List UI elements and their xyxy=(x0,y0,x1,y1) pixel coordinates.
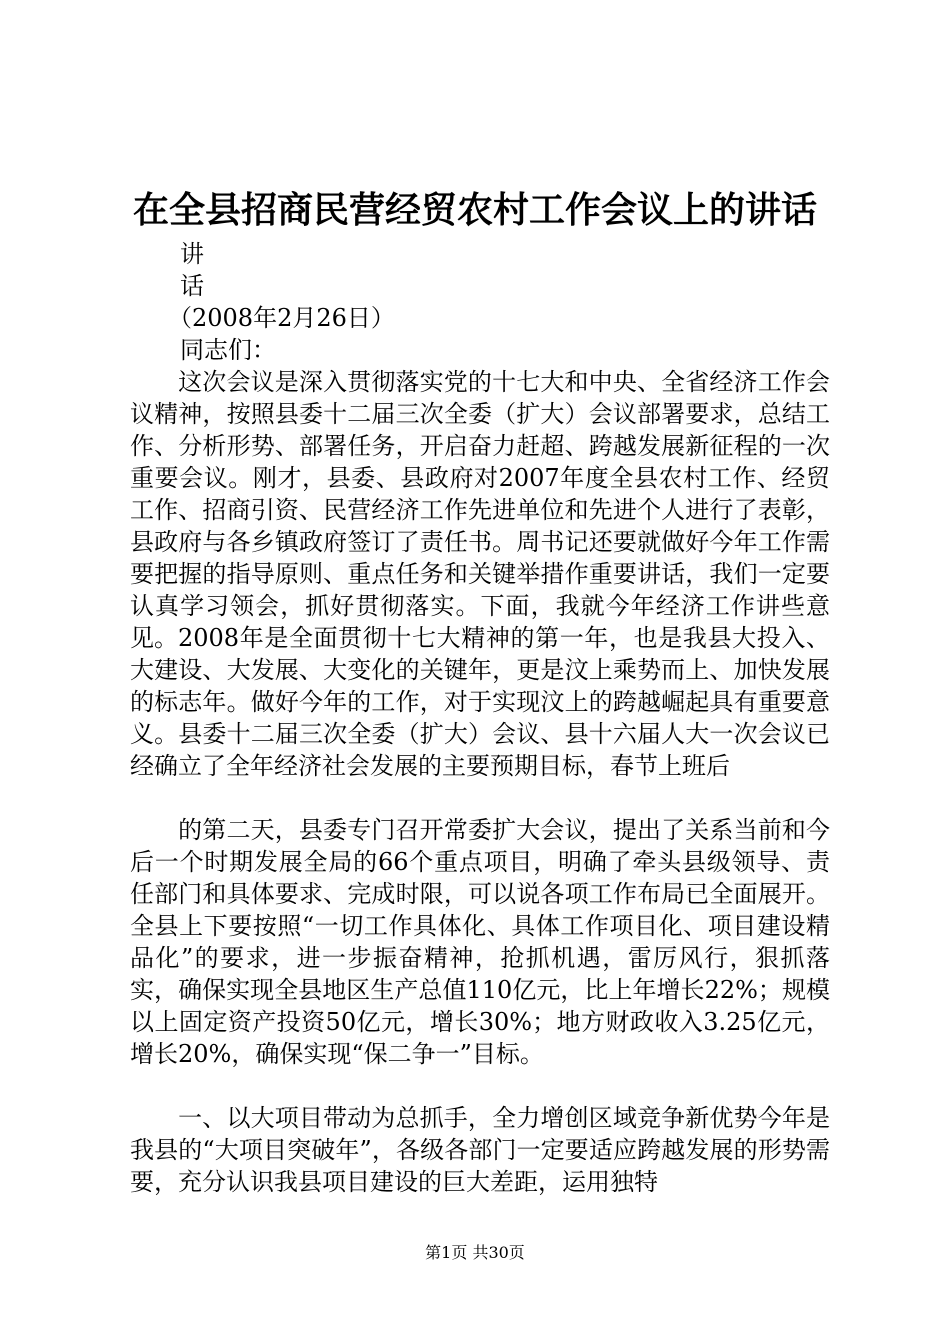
paragraph-3 xyxy=(130,814,830,1070)
salutation: 同志们： xyxy=(180,336,276,364)
paragraph-2 xyxy=(130,622,830,782)
document-title: 在全县招商民营经贸农村工作会议上的讲话 xyxy=(132,189,817,231)
heading-char-2: 话 xyxy=(180,272,204,300)
page-footer: 第1页 共30页 xyxy=(425,1243,525,1262)
paragraph-4 xyxy=(130,1102,830,1198)
paragraph-3-text: 的第二天，县委专门召开常委扩大会议，提出了关系当前和今后一个时期发展全局的66个重点项目，明确了牵头县级领导、责任部门和具体要求、完成时限，可以说各项工作布局已全面展开。全县上下要按照“一切工作具体化、具体工作项目化、项目建设精品化”的要求，进一步振奋精神，抢抓机遇，雷厉风行，狠抓落实，确保实现全县地区生产总值110亿元，比上年增长22%；规模以上固定资产投资50亿元，增长30%；地方财政收入3.25亿元，增长20%，确保实现“保二争一”目标。 xyxy=(130,816,830,1068)
speech-date: （2008年2月26日） xyxy=(168,304,395,332)
paragraph-1-text: 这次会议是深入贯彻落实党的十七大和中央、全省经济工作会议精神，按照县委十二届三次全委（扩大）会议部署要求，总结工作、分析形势、部署任务，开启奋力赶超、跨越发展新征程的一次重要会议。刚才，县委、县政府对2007年度全县农村工作、经贸工作、招商引资、民营经济工作先进单位和先进个人进行了表彰，县政府与各乡镇政府签订了责任书。周书记还要就做好今年工作需要把握的指导原则、重点任务和关键举措作重要讲话，我们一定要认真学习领会，抓好贯彻落实。下面，我就今年经济工作讲些意见。 xyxy=(130,368,830,652)
heading-char-1: 讲 xyxy=(180,240,204,268)
paragraph-4-text: 一、以大项目带动为总抓手，全力增创区域竞争新优势今年是我县的“大项目突破年”，各级各部门一定要适应跨越发展的形势需要，充分认识我县项目建设的巨大差距，运用独特 xyxy=(130,1104,830,1196)
paragraph-2-text: 2008年是全面贯彻十七大精神的第一年，也是我县大投入、大建设、大发展、大变化的关键年，更是汶上乘势而上、加快发展的标志年。做好今年的工作，对于实现汶上的跨越崛起具有重要意义。县委十二届三次全委（扩大）会议、县十六届人大一次会议已经确立了全年经济社会发展的主要预期目标，春节上班后 xyxy=(130,624,830,780)
paragraph-1 xyxy=(130,366,830,654)
